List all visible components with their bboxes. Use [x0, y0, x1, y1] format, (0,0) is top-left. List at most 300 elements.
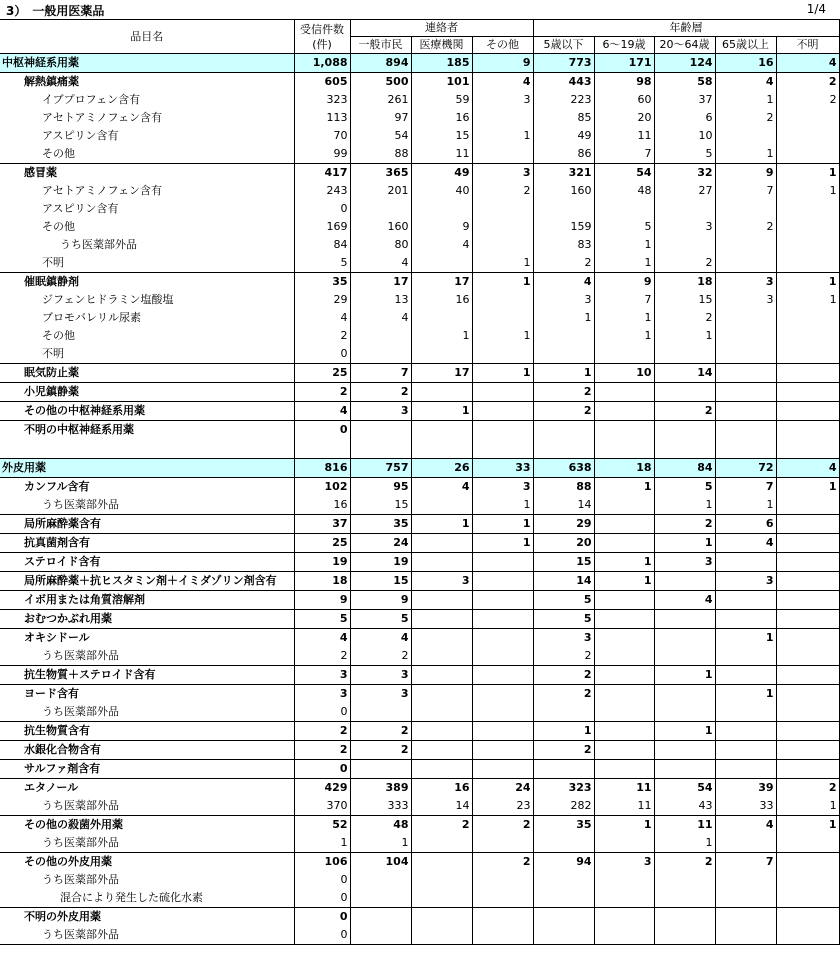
row-cell: 14	[654, 364, 715, 383]
row-cell: 2	[533, 684, 594, 703]
row-cell: 4	[715, 73, 776, 92]
row-item-name	[0, 109, 294, 127]
row-cell	[715, 647, 776, 666]
row-cell: 1	[533, 309, 594, 327]
row-cell	[472, 834, 533, 853]
row-cell: 43	[654, 797, 715, 816]
row-cell	[715, 889, 776, 908]
row-cell	[776, 200, 839, 218]
row-cell: 19	[294, 552, 350, 571]
row-item-label: うち医薬部外品	[42, 872, 119, 886]
table-row	[0, 273, 839, 292]
row-cell	[776, 740, 839, 759]
row-item-label: 眠気防止薬	[24, 366, 79, 379]
table-row	[0, 907, 839, 926]
row-cell: 605	[294, 73, 350, 92]
row-cell: 9	[472, 54, 533, 73]
row-cell	[472, 200, 533, 218]
row-cell: 14	[533, 496, 594, 515]
row-cell: 39	[715, 778, 776, 797]
row-cell	[472, 703, 533, 722]
row-item-name	[0, 907, 294, 926]
row-cell: 1	[654, 665, 715, 684]
count-header-line2: (件)	[312, 37, 332, 51]
row-cell: 9	[350, 590, 411, 609]
row-cell: 4	[294, 309, 350, 327]
row-cell: 2	[350, 721, 411, 740]
table-row	[0, 496, 839, 515]
row-cell	[533, 327, 594, 345]
age-header-20-64: 20～64歳	[654, 37, 715, 54]
row-cell	[411, 533, 472, 552]
row-cell: 1	[472, 327, 533, 345]
row-cell	[594, 628, 654, 647]
table-row	[0, 383, 839, 402]
row-cell	[776, 109, 839, 127]
row-cell: 3	[472, 164, 533, 183]
row-cell: 18	[294, 571, 350, 590]
row-cell: 1	[776, 797, 839, 816]
row-item-name	[0, 609, 294, 628]
row-cell	[654, 383, 715, 402]
row-cell	[350, 889, 411, 908]
row-cell: 11	[594, 127, 654, 145]
row-cell: 1	[715, 496, 776, 515]
row-cell	[654, 609, 715, 628]
age-header-under5: 5歳以下	[533, 37, 594, 54]
row-cell: 3	[294, 665, 350, 684]
row-cell	[594, 200, 654, 218]
row-item-name	[0, 571, 294, 590]
row-cell	[776, 364, 839, 383]
item-name-header	[0, 20, 294, 54]
row-cell	[776, 871, 839, 889]
table-row	[0, 926, 839, 945]
row-item-name	[0, 439, 294, 458]
row-cell: 29	[294, 291, 350, 309]
row-cell: 1	[594, 552, 654, 571]
row-cell	[411, 684, 472, 703]
row-cell: 84	[294, 236, 350, 254]
row-cell: 3	[350, 665, 411, 684]
row-cell: 88	[350, 145, 411, 164]
row-item-name	[0, 665, 294, 684]
row-cell: 3	[294, 684, 350, 703]
row-cell: 2	[654, 402, 715, 421]
row-cell	[411, 552, 472, 571]
row-cell	[654, 200, 715, 218]
table-row	[0, 852, 839, 871]
row-cell: 0	[294, 703, 350, 722]
row-cell	[533, 834, 594, 853]
row-item-name	[0, 254, 294, 273]
row-cell	[715, 236, 776, 254]
row-cell: 1	[472, 364, 533, 383]
row-item-label: ジフェンヒドラミン塩酸塩	[42, 293, 174, 306]
table-row	[0, 889, 839, 908]
row-item-name	[0, 73, 294, 92]
row-cell	[594, 647, 654, 666]
row-cell: 2	[533, 402, 594, 421]
row-cell	[472, 684, 533, 703]
row-item-label: 抗生物質＋ステロイド含有	[24, 667, 156, 681]
row-cell	[776, 609, 839, 628]
row-cell: 1	[776, 164, 839, 183]
table-row	[0, 477, 839, 496]
row-cell	[776, 665, 839, 684]
row-cell: 4	[350, 628, 411, 647]
table-row	[0, 200, 839, 218]
row-cell: 3	[472, 91, 533, 109]
row-cell	[776, 759, 839, 778]
table-row	[0, 182, 839, 200]
row-cell: 4	[533, 273, 594, 292]
row-item-name	[0, 54, 294, 73]
row-cell	[411, 721, 472, 740]
row-cell: 282	[533, 797, 594, 816]
row-cell: 4	[411, 236, 472, 254]
row-cell: 85	[533, 109, 594, 127]
table-row	[0, 703, 839, 722]
row-item-label: 中枢神経系用薬	[2, 56, 79, 69]
row-cell: 2	[411, 815, 472, 834]
row-cell	[776, 852, 839, 871]
row-item-label: 不明の中枢神経系用薬	[24, 423, 134, 436]
table-row	[0, 91, 839, 109]
row-cell: 1	[715, 145, 776, 164]
row-cell: 4	[472, 73, 533, 92]
row-cell	[654, 907, 715, 926]
row-cell	[411, 740, 472, 759]
row-item-label: おむつかぶれ用薬	[24, 611, 112, 625]
row-cell: 2	[294, 740, 350, 759]
row-cell: 49	[533, 127, 594, 145]
row-cell: 59	[411, 91, 472, 109]
row-cell: 0	[294, 926, 350, 945]
row-cell	[776, 703, 839, 722]
row-cell: 4	[715, 815, 776, 834]
row-cell	[654, 647, 715, 666]
row-cell	[654, 926, 715, 945]
row-cell	[776, 926, 839, 945]
row-cell	[472, 291, 533, 309]
row-cell: 3	[715, 273, 776, 292]
row-cell: 40	[411, 182, 472, 200]
row-cell	[350, 907, 411, 926]
row-item-name	[0, 345, 294, 364]
row-cell	[715, 609, 776, 628]
row-item-label: アセトアミノフェン含有	[42, 184, 163, 197]
table-row	[0, 533, 839, 552]
row-item-label: アスピリン含有	[42, 129, 119, 142]
table-row	[0, 164, 839, 183]
row-item-label: 催眠鎮静剤	[24, 275, 79, 288]
row-cell	[715, 907, 776, 926]
row-cell: 3	[715, 291, 776, 309]
row-cell: 9	[294, 590, 350, 609]
row-cell: 5	[594, 218, 654, 236]
row-item-label: うち医薬部外品	[42, 927, 119, 941]
table-row	[0, 684, 839, 703]
table-body	[0, 54, 839, 945]
row-cell	[472, 145, 533, 164]
row-cell: 54	[594, 164, 654, 183]
row-cell: 333	[350, 797, 411, 816]
row-item-label: アセトアミノフェン含有	[42, 111, 163, 124]
row-cell: 26	[411, 458, 472, 477]
table-row	[0, 309, 839, 327]
row-cell	[654, 628, 715, 647]
row-cell	[715, 871, 776, 889]
table-row	[0, 145, 839, 164]
age-header-65plus: 65歳以上	[715, 37, 776, 54]
row-cell	[472, 383, 533, 402]
row-cell: 0	[294, 759, 350, 778]
table-row	[0, 590, 839, 609]
row-cell: 15	[533, 552, 594, 571]
row-cell: 370	[294, 797, 350, 816]
row-cell	[776, 552, 839, 571]
row-cell: 1	[715, 628, 776, 647]
row-cell	[533, 421, 594, 440]
table-row	[0, 364, 839, 383]
row-cell	[776, 421, 839, 440]
row-cell: 1	[715, 684, 776, 703]
table-row	[0, 834, 839, 853]
row-cell: 0	[294, 889, 350, 908]
row-item-name	[0, 127, 294, 145]
poison-report-table	[0, 19, 840, 945]
row-cell	[594, 926, 654, 945]
row-item-name	[0, 889, 294, 908]
table-row	[0, 345, 839, 364]
row-cell: 14	[411, 797, 472, 816]
row-item-name	[0, 458, 294, 477]
table-row	[0, 552, 839, 571]
table-row	[0, 815, 839, 834]
row-cell: 58	[654, 73, 715, 92]
row-cell: 9	[715, 164, 776, 183]
row-cell: 1	[533, 721, 594, 740]
row-cell	[776, 514, 839, 533]
row-item-name	[0, 236, 294, 254]
row-cell: 5	[654, 477, 715, 496]
row-cell: 35	[294, 273, 350, 292]
row-cell: 1	[776, 815, 839, 834]
row-cell: 27	[654, 182, 715, 200]
row-cell	[594, 703, 654, 722]
row-cell: 2	[472, 182, 533, 200]
row-cell	[411, 907, 472, 926]
row-cell	[776, 145, 839, 164]
row-cell: 86	[533, 145, 594, 164]
row-cell: 1	[776, 273, 839, 292]
row-item-name	[0, 834, 294, 853]
row-cell: 1	[715, 91, 776, 109]
row-item-name	[0, 291, 294, 309]
row-item-name	[0, 815, 294, 834]
row-cell	[533, 926, 594, 945]
row-cell: 4	[776, 54, 839, 73]
row-cell	[776, 345, 839, 364]
row-cell: 33	[472, 458, 533, 477]
row-cell: 10	[594, 364, 654, 383]
row-cell	[594, 609, 654, 628]
row-item-label: 不明	[42, 256, 64, 269]
row-cell: 5	[654, 145, 715, 164]
row-cell	[654, 684, 715, 703]
row-item-name	[0, 628, 294, 647]
row-item-label: 抗生物質含有	[24, 723, 90, 737]
row-cell: 2	[472, 852, 533, 871]
row-cell	[776, 218, 839, 236]
row-item-name	[0, 721, 294, 740]
row-cell	[654, 439, 715, 458]
row-cell: 52	[294, 815, 350, 834]
row-cell	[472, 109, 533, 127]
row-cell	[594, 383, 654, 402]
row-cell: 1	[654, 496, 715, 515]
row-cell	[776, 383, 839, 402]
row-cell	[715, 345, 776, 364]
row-cell: 500	[350, 73, 411, 92]
row-cell: 159	[533, 218, 594, 236]
row-cell: 2	[776, 778, 839, 797]
row-cell: 48	[350, 815, 411, 834]
row-item-label: うち医薬部外品	[42, 798, 119, 812]
row-cell: 1	[776, 477, 839, 496]
row-cell: 2	[294, 647, 350, 666]
row-cell	[715, 327, 776, 345]
row-cell: 443	[533, 73, 594, 92]
row-item-label: その他	[42, 147, 75, 160]
row-cell: 20	[594, 109, 654, 127]
row-item-label: その他	[42, 329, 75, 342]
row-item-label: 局所麻酔薬含有	[24, 516, 101, 530]
row-cell: 1	[776, 291, 839, 309]
row-cell: 32	[654, 164, 715, 183]
row-cell	[411, 852, 472, 871]
row-cell: 2	[294, 383, 350, 402]
row-item-label: その他	[42, 220, 75, 233]
row-item-name	[0, 552, 294, 571]
row-cell: 5	[294, 609, 350, 628]
row-cell: 3	[654, 552, 715, 571]
row-cell: 4	[654, 590, 715, 609]
row-cell: 1	[594, 477, 654, 496]
table-row	[0, 73, 839, 92]
row-item-label: ステロイド含有	[24, 554, 101, 568]
row-cell: 9	[594, 273, 654, 292]
row-cell: 185	[411, 54, 472, 73]
row-cell: 5	[294, 254, 350, 273]
row-cell: 2	[654, 852, 715, 871]
row-cell	[776, 127, 839, 145]
row-cell: 25	[294, 364, 350, 383]
row-item-label: 混合により発生した硫化水素	[60, 890, 203, 904]
row-cell	[715, 590, 776, 609]
row-cell: 14	[533, 571, 594, 590]
table-row	[0, 254, 839, 273]
row-cell: 24	[472, 778, 533, 797]
row-cell	[776, 254, 839, 273]
row-item-label: うち医薬部外品	[42, 648, 119, 662]
row-cell: 16	[411, 778, 472, 797]
row-cell	[472, 759, 533, 778]
row-item-label: 水銀化合物含有	[24, 742, 101, 756]
table-row	[0, 721, 839, 740]
row-cell: 60	[594, 91, 654, 109]
row-cell: 7	[594, 291, 654, 309]
row-cell	[472, 590, 533, 609]
row-cell	[533, 759, 594, 778]
row-cell: 11	[411, 145, 472, 164]
row-cell	[350, 871, 411, 889]
row-cell: 6	[654, 109, 715, 127]
row-cell: 83	[533, 236, 594, 254]
row-item-name	[0, 164, 294, 183]
row-cell: 1	[472, 533, 533, 552]
row-cell	[472, 421, 533, 440]
row-cell: 2	[533, 254, 594, 273]
row-cell: 102	[294, 477, 350, 496]
row-cell: 2	[715, 218, 776, 236]
row-cell: 323	[294, 91, 350, 109]
table-row	[0, 871, 839, 889]
row-cell: 1	[654, 327, 715, 345]
row-cell: 3	[715, 571, 776, 590]
table-row	[0, 740, 839, 759]
row-cell	[411, 309, 472, 327]
row-cell: 160	[533, 182, 594, 200]
row-cell: 11	[594, 797, 654, 816]
row-cell	[350, 439, 411, 458]
row-cell: 1	[472, 254, 533, 273]
row-cell	[411, 871, 472, 889]
row-cell	[776, 628, 839, 647]
row-cell	[594, 421, 654, 440]
row-cell: 2	[776, 73, 839, 92]
row-cell: 80	[350, 236, 411, 254]
row-cell	[776, 496, 839, 515]
row-cell: 2	[654, 254, 715, 273]
row-item-name	[0, 533, 294, 552]
row-cell: 1	[594, 571, 654, 590]
row-cell: 4	[715, 533, 776, 552]
row-item-name	[0, 759, 294, 778]
row-item-label: イブプロフェン含有	[42, 93, 141, 106]
row-item-name	[0, 590, 294, 609]
row-item-name	[0, 145, 294, 164]
row-cell	[472, 218, 533, 236]
row-item-label: うち医薬部外品	[42, 835, 119, 849]
row-cell: 1	[411, 327, 472, 345]
row-cell: 104	[350, 852, 411, 871]
row-item-label: その他の殺菌外用薬	[24, 817, 123, 831]
row-cell: 25	[294, 533, 350, 552]
row-cell	[533, 439, 594, 458]
row-cell	[411, 345, 472, 364]
row-cell	[654, 571, 715, 590]
row-item-label: ヨード含有	[24, 686, 79, 700]
table-row	[0, 628, 839, 647]
row-cell	[715, 402, 776, 421]
row-cell: 13	[350, 291, 411, 309]
row-cell: 37	[294, 514, 350, 533]
row-item-name	[0, 273, 294, 292]
row-cell: 23	[472, 797, 533, 816]
row-cell	[654, 871, 715, 889]
